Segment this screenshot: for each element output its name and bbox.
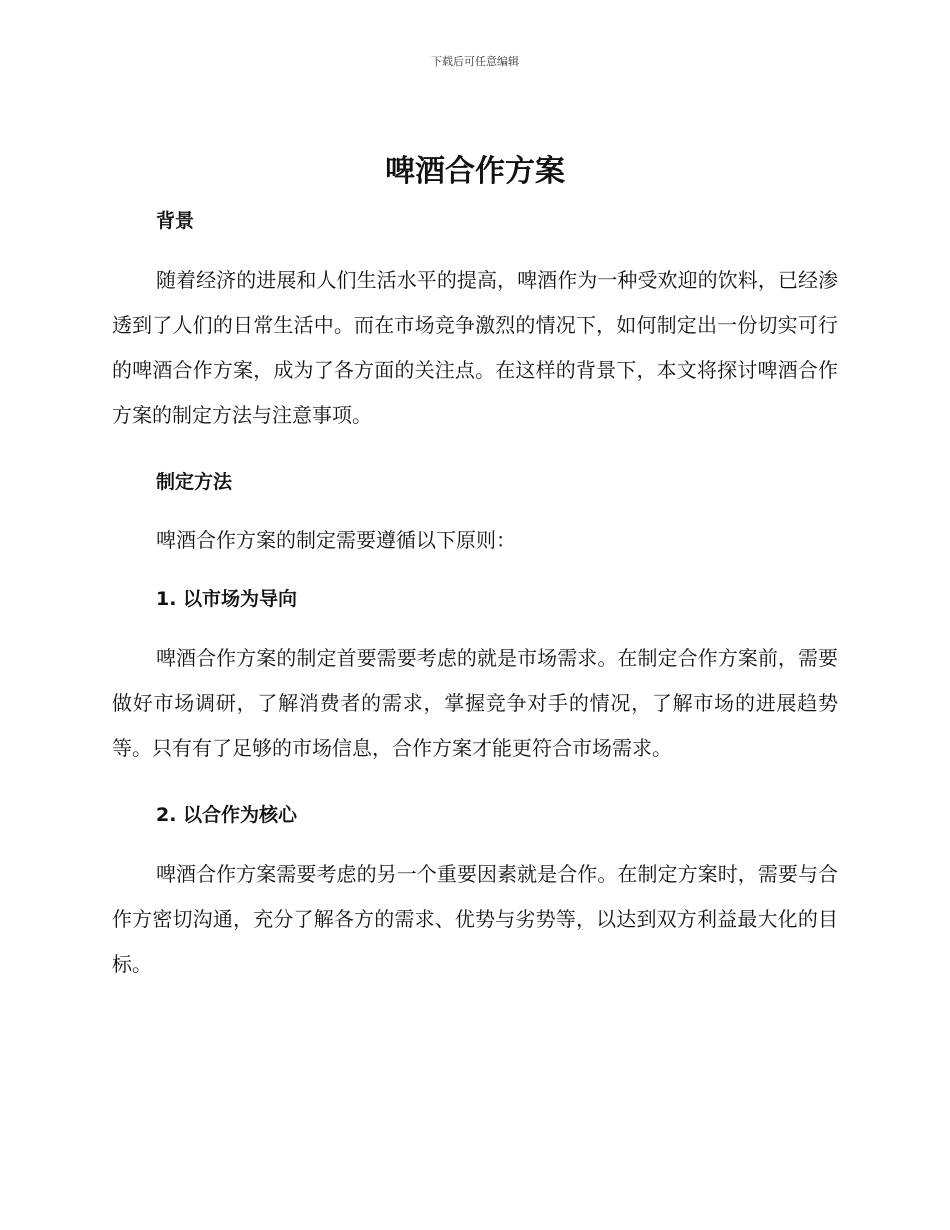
section-paragraph-background: 随着经济的进展和人们生活水平的提高，啤酒作为一种受欢迎的饮料，已经渗透到了人们的日常生活中。而在市场竞争激烈的情况下，如何制定出一份切实可行的啤酒合作方案，成为了各方面的关注点。在这样的背景下，本文将探讨啤酒合作方案的制定方法与注意事项。	[112, 268, 838, 427]
header-note: 下载后可任意编辑	[431, 55, 519, 68]
section-paragraph-method-intro: 啤酒合作方案的制定需要遵循以下原则：	[156, 528, 516, 552]
section-paragraph-cooperation-core: 啤酒合作方案需要考虑的另一个重要因素就是合作。在制定方案时，需要与合作方密切沟通，充分了解各方的需求、优势与劣势等，以达到双方利益最大化的目标。	[112, 862, 838, 976]
section-heading-cooperation-core: 2. 以合作为核心	[156, 804, 298, 826]
document-title: 啤酒合作方案	[385, 154, 565, 189]
document-body	[112, 203, 838, 987]
section-heading-market-oriented: 1. 以市场为导向	[156, 588, 298, 610]
section-paragraph-market-oriented: 啤酒合作方案的制定首要需要考虑的就是市场需求。在制定合作方案前，需要做好市场调研，了解消费者的需求，掌握竞争对手的情况，了解市场的进展趋势等。只有有了足够的市场信息，合作方案才能更符合市场需求。	[112, 646, 838, 760]
section-heading-method: 制定方法	[156, 471, 233, 493]
section-heading-background: 背景	[156, 210, 195, 232]
